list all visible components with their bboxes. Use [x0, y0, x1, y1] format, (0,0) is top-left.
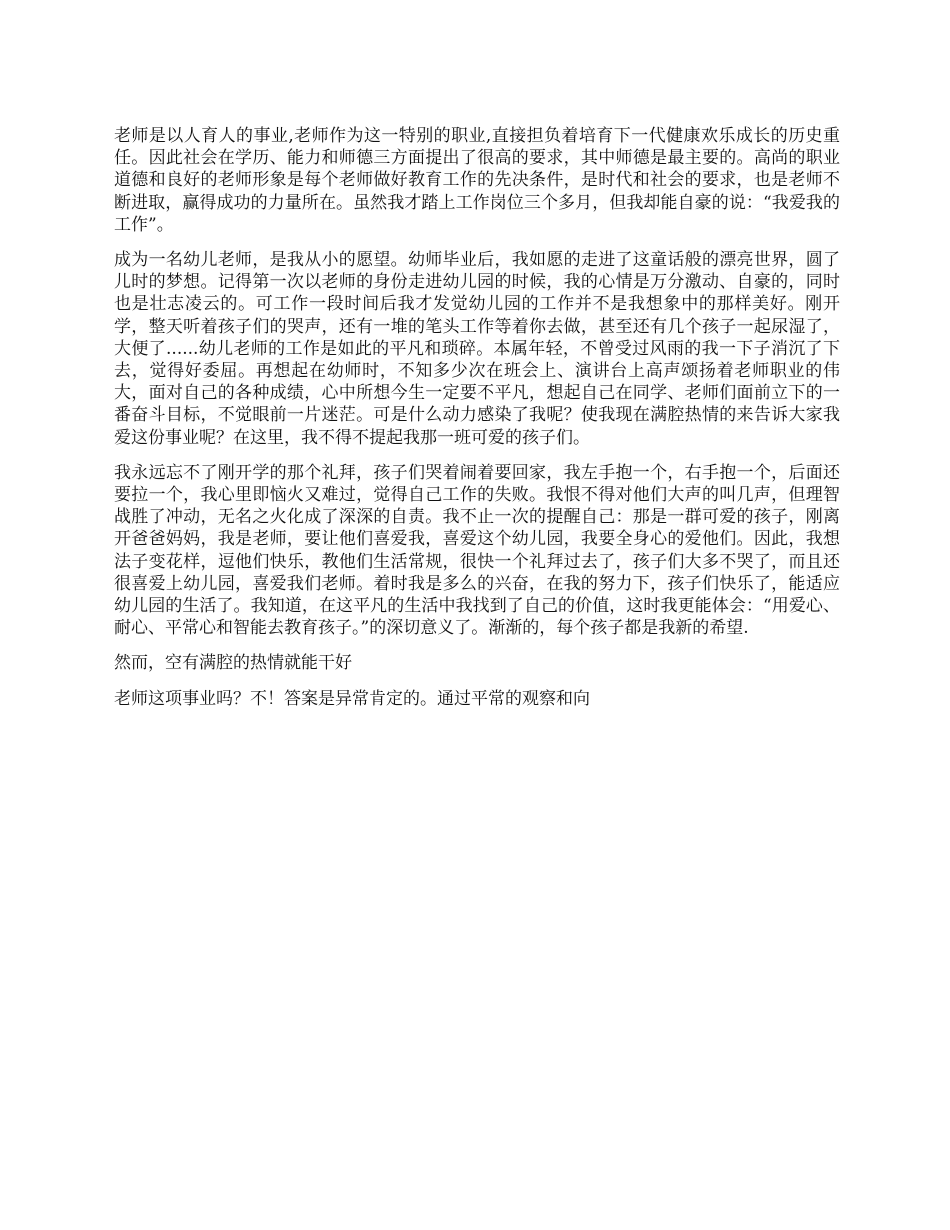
paragraph-4: 然而，空有满腔的热情就能干好 [114, 653, 352, 674]
paragraph-2: 成为一名幼儿老师，是我从小的愿望。幼师毕业后，我如愿的走进了这童话般的漂亮世界，圆了儿时的梦想。记得第一次以老师的身份走进幼儿园的时候，我的心情是万分激动、自豪的，同时也是壮志凌云的。可工作一段时间后我才发觉幼儿园的工作并不是我想象中的那样美好。刚开学，整天听着孩子们的哭声，还有一堆的笔头工作等着你去做，甚至还有几个孩子一起尿湿了，大便了......幼儿老师的工作是如此的平凡和琐碎。本属年轻，不曾受过风雨的我一下子消沉了下去，觉得好委屈。再想起在幼师时，不知多少次在班会上、演讲台上高声颂扬着老师职业的伟大，面对自己的各种成绩，心中所想今生一定要不平凡，想起自己在同学、老师们面前立下的一番奋斗目标，不觉眼前一片迷茫。可是什么动力感染了我呢？使我现在满腔热情的来告诉大家我爱这份事业呢？在这里，我不得不提起我那一班可爱的孩子们。 [114, 250, 840, 448]
paragraph-3: 我永远忘不了刚开学的那个礼拜，孩子们哭着闹着要回家，我左手抱一个，右手抱一个，后面还要拉一个，我心里即恼火又难过，觉得自己工作的失败。我恨不得对他们大声的叫几声，但理智战胜了冲动，无名之火化成了深深的自责。我不止一次的提醒自己：那是一群可爱的孩子，刚离开爸爸妈妈，我是老师，要让他们喜爱我，喜爱这个幼儿园，我要全身心的爱他们。因此，我想法子变花样，逗他们快乐，教他们生活常规，很快一个礼拜过去了，孩子们大多不哭了，而且还很喜爱上幼儿园，喜爱我们老师。着时我是多么的兴奋，在我的努力下，孩子们快乐了，能适应幼儿园的生活了。我知道，在这平凡的生活中我找到了自己的价值，这时我更能体会：“用爱心、耐心、平常心和智能去教育孩子。”的深切意义了。渐渐的，每个孩子都是我新的希望. [114, 462, 840, 639]
paragraph-5: 老师这项事业吗？不！答案是异常肯定的。通过平常的观察和向 [114, 688, 590, 709]
paragraph-1: 老师是以人育人的事业,老师作为这一特别的职业,直接担负着培育下一代健康欢乐成长的历史重任。因此社会在学历、能力和师德三方面提出了很高的要求，其中师德是最主要的。高尚的职业道德和良好的老师形象是每个老师做好教育工作的先决条件，是时代和社会的要求，也是老师不断进取，赢得成功的力量所在。虽然我才踏上工作岗位三个多月，但我却能自豪的说：“我爱我的工作”。 [114, 126, 840, 235]
document-body [114, 125, 840, 723]
